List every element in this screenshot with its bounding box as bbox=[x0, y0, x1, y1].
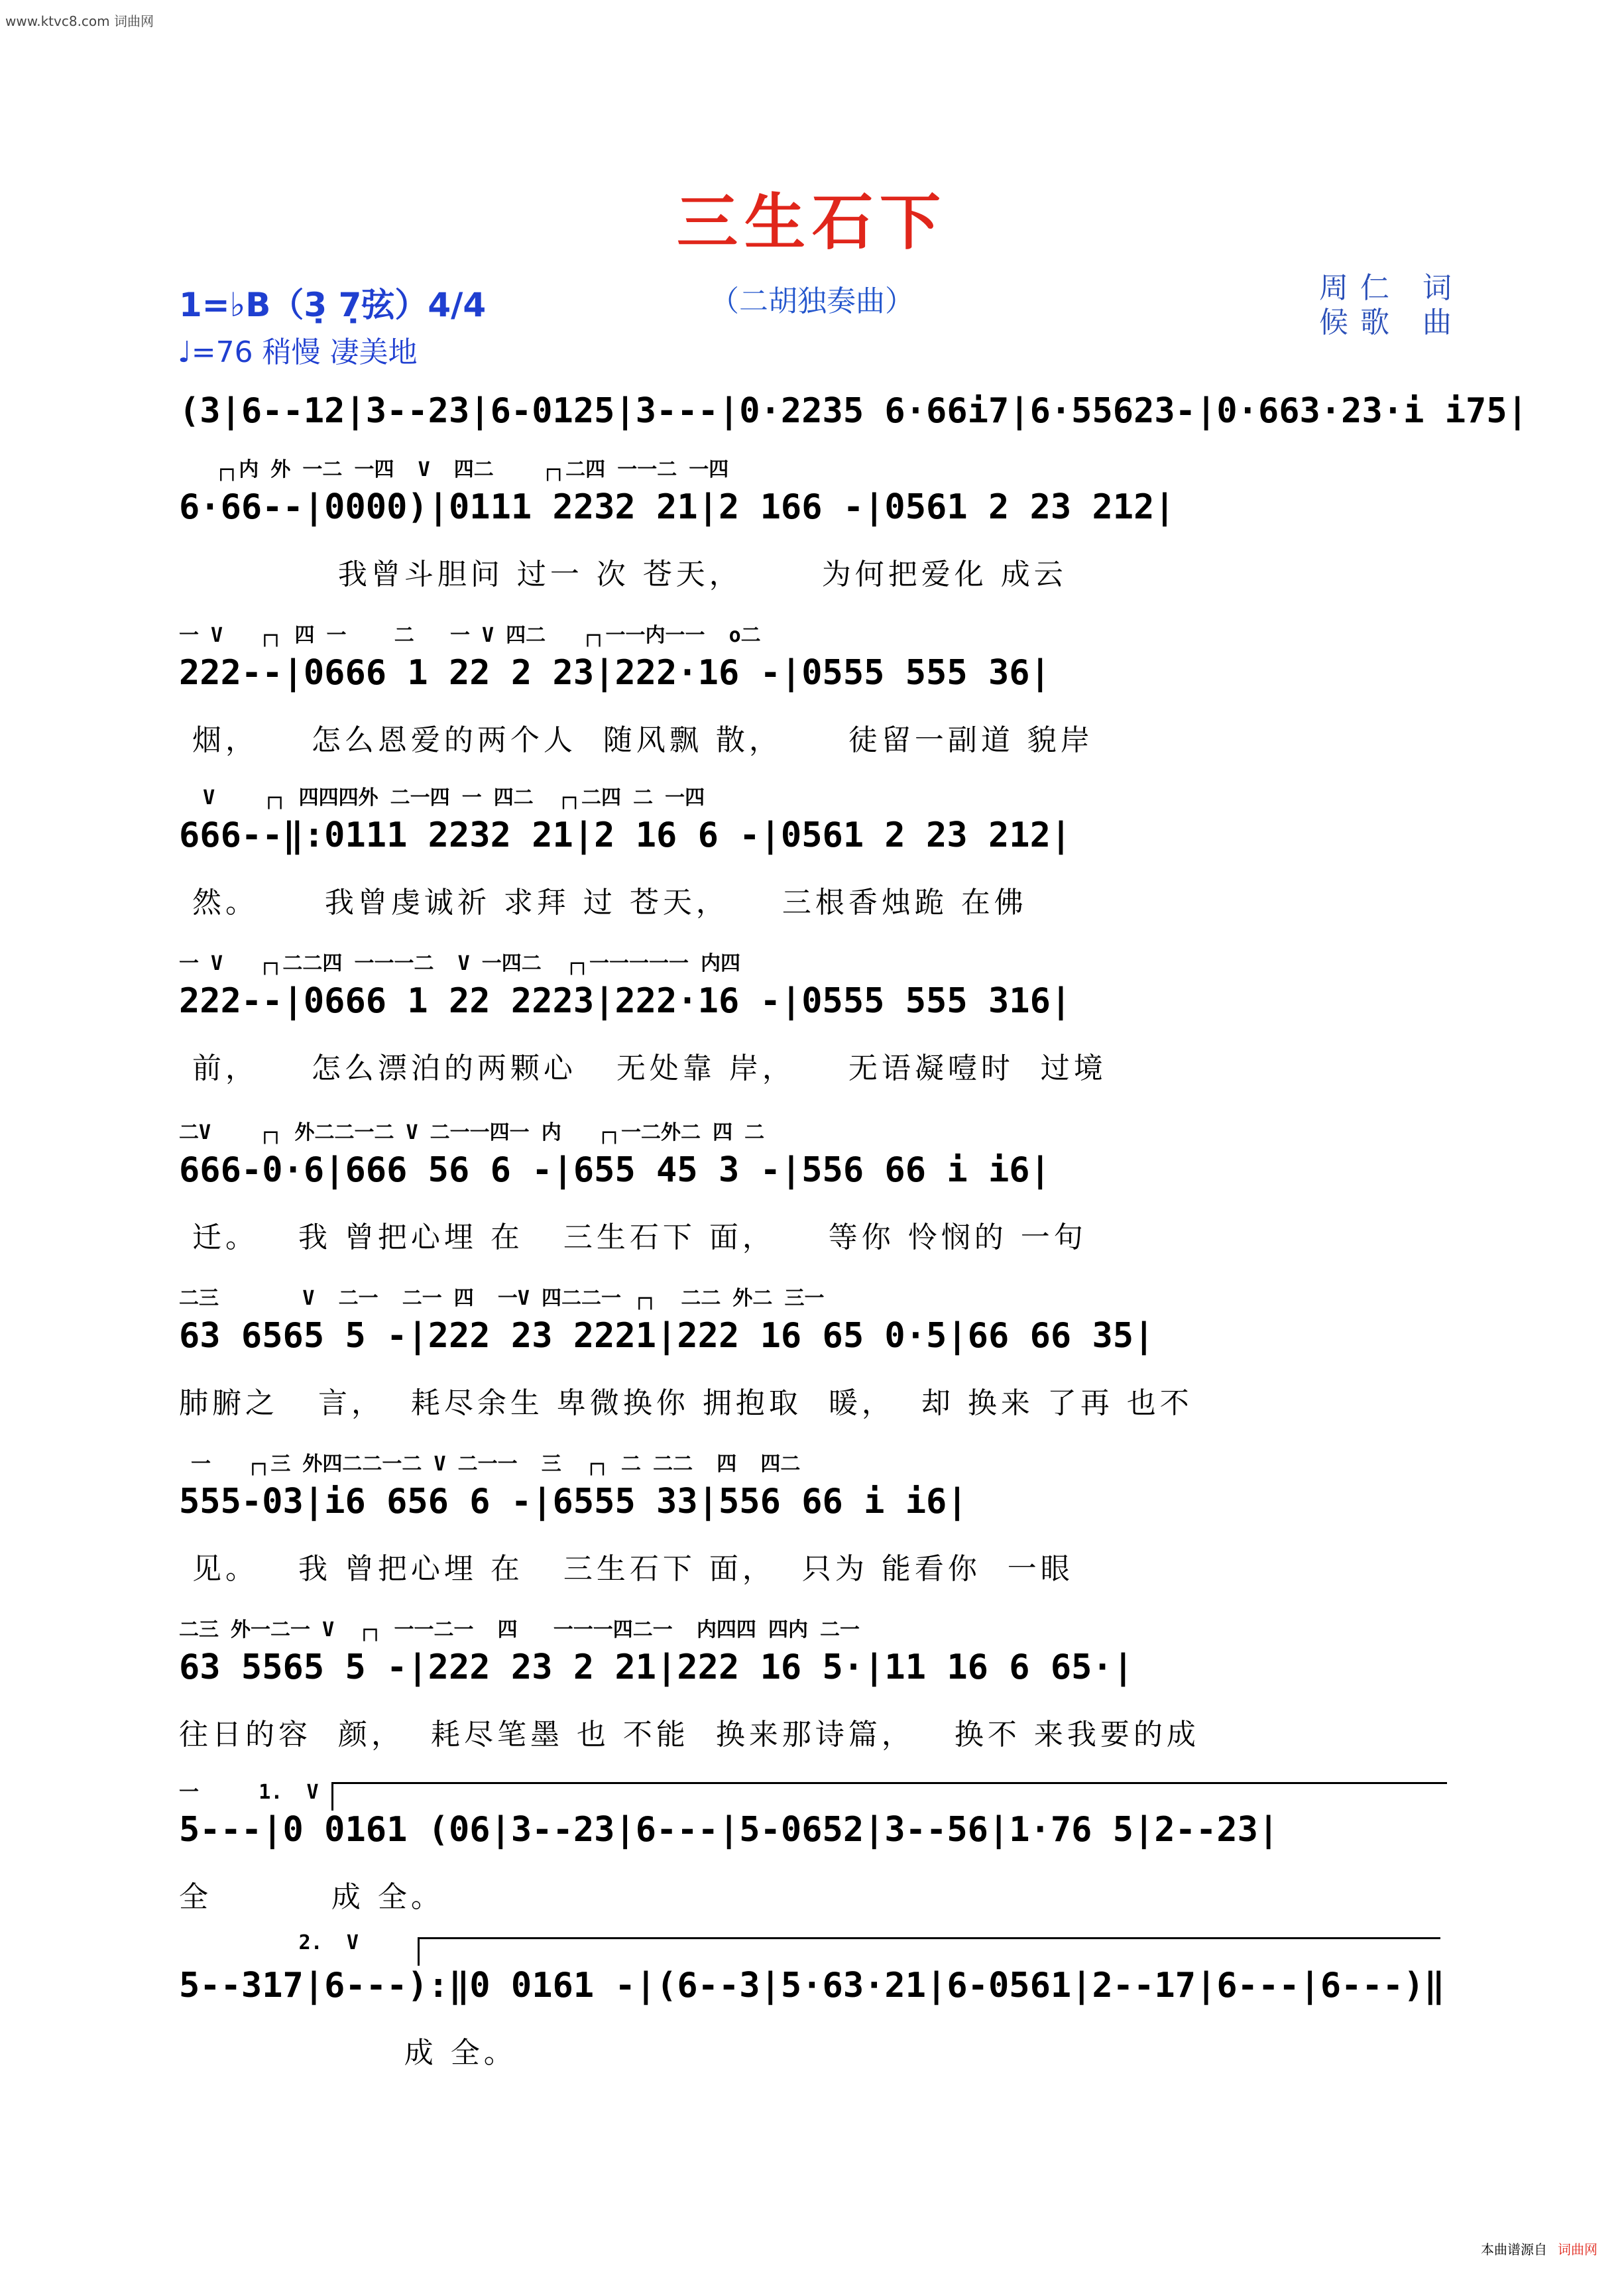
notation-line: 6·66--|0000)|0111 2232 21|2 166 -|0561 2 23 212| bbox=[179, 487, 1175, 527]
fingering-marks: 2. V bbox=[179, 1931, 359, 1954]
fingering-marks: 二三 V 二一 二一 四 一V 四二二一 ┌┐ 二二 外二 三一 bbox=[179, 1287, 825, 1310]
notation-line: 63 5565 5 -|222 23 2 21|222 16 5·|11 16 6 65·| bbox=[179, 1647, 1134, 1687]
notation-line: 666-0·6|666 56 6 -|655 45 3 -|556 66 i i6| bbox=[179, 1150, 1051, 1190]
lyric-line: 肺腑之 言， 耗尽余生 卑微换你 拥抱取 暖， 却 换来 了再 也不 bbox=[179, 1386, 1193, 1420]
lyric-line: 前， 怎么漂泊的两颗心 无处靠 岸， 无语凝噎时 过境 bbox=[179, 1051, 1107, 1085]
lyric-line: 往日的容 颜， 耗尽笔墨 也 不能 换来那诗篇， 换不 来我要的成 bbox=[179, 1718, 1200, 1752]
notation-line: 5--317|6---):‖0 0161 -|(6--3|5·63·21|6-0561|2--17|6---|6---)‖ bbox=[179, 1966, 1445, 2005]
lyric-line: 全 成 全。 bbox=[179, 1880, 444, 1914]
left-margin-strip bbox=[0, 0, 23, 2270]
fingering-marks: 二三 外一二一 V ┌┐ 一一二一 四 一一一四二一 内四四 四内 二一 bbox=[179, 1618, 860, 1642]
notation-line: (3|6--12|3--23|6-0125|3---|0·2235 6·66i7|6·55623-|0·663·23·i i75| bbox=[179, 391, 1528, 431]
lyricist-credit: 周仁 词 bbox=[1319, 271, 1464, 305]
site-watermark: www.ktvc8.com 词曲网 bbox=[5, 13, 154, 29]
lyric-line: 我曾斗胆问 过一 次 苍天， 为何把爱化 成云 bbox=[179, 558, 1067, 591]
footer bbox=[1481, 2239, 1597, 2258]
volta-bracket bbox=[331, 1782, 1447, 1811]
fingering-marks: 一 V ┌┐ 四 一 二 一 V 四二 ┌┐一一内一一 o二 bbox=[179, 624, 761, 647]
lyric-line: 然。 我曾虔诚祈 求拜 过 苍天， 三根香烛跪 在佛 bbox=[179, 886, 1027, 920]
page-title: 三生石下 bbox=[676, 186, 947, 258]
fingering-marks: 二V ┌┐ 外二二一二 V 二一一四一 内 ┌┐一二外二 四 二 bbox=[179, 1121, 765, 1144]
fingering-marks: 一 ┌┐三 外四二二一二 V 二一一 三 ┌┐ 二 二二 四 四二 bbox=[179, 1453, 801, 1476]
notation-line: 555-03|i6 656 6 -|6555 33|556 66 i i6| bbox=[179, 1482, 968, 1522]
fingering-marks: V ┌┐ 四四四外 二一四 一 四二 ┌┐二四 二 一四 bbox=[179, 786, 705, 809]
notation-line: 666--‖:0111 2232 21|2 16 6 -|0561 2 23 212| bbox=[179, 815, 1072, 855]
notation-line: 222--|0666 1 22 2 23|222·16 -|0555 555 36| bbox=[179, 653, 1051, 693]
lyric-line: 烟， 怎么恩爱的两个人 随风飘 散， 徒留一副道 貌岸 bbox=[179, 723, 1094, 757]
lyric-line: 见。 我 曾把心埋 在 三生石下 面， 只为 能看你 一眼 bbox=[179, 1552, 1074, 1586]
notation-line: 5---|0 0161 (06|3--23|6---|5-0652|3--56|1·76 5|2--23| bbox=[179, 1810, 1279, 1850]
composer-credit: 候歌 曲 bbox=[1319, 306, 1464, 339]
fingering-marks: 一 V ┌┐二二四 一一一二 V 一四二 ┌┐一一一一一 内四 bbox=[179, 952, 741, 975]
footer-note: 本曲谱源自 bbox=[1481, 2241, 1547, 2257]
tempo-marking: ♩=76 稍慢 凄美地 bbox=[178, 335, 418, 369]
subtitle: （二胡独奏曲） bbox=[710, 284, 914, 318]
notation-line: 222--|0666 1 22 2223|222·16 -|0555 555 316| bbox=[179, 981, 1072, 1021]
fingering-marks: 一 1. V bbox=[179, 1781, 319, 1804]
footer-brand: 词曲网 bbox=[1558, 2241, 1597, 2257]
key-signature: 1=♭B（3̣ 7̣弦）4/4 bbox=[179, 286, 487, 324]
volta-bracket bbox=[418, 1937, 1440, 1966]
fingering-marks: ┌┐内 外 一二 一四 V 四二 ┌┐二四 一一二 一四 bbox=[179, 458, 729, 481]
lyric-line: 成 全。 bbox=[179, 2036, 517, 2070]
right-margin-strip bbox=[1601, 0, 1624, 2270]
notation-line: 63 6565 5 -|222 23 2221|222 16 65 0·5|66 66 35| bbox=[179, 1316, 1155, 1356]
lyric-line: 迁。 我 曾把心埋 在 三生石下 面， 等你 怜悯的 一句 bbox=[179, 1221, 1087, 1254]
